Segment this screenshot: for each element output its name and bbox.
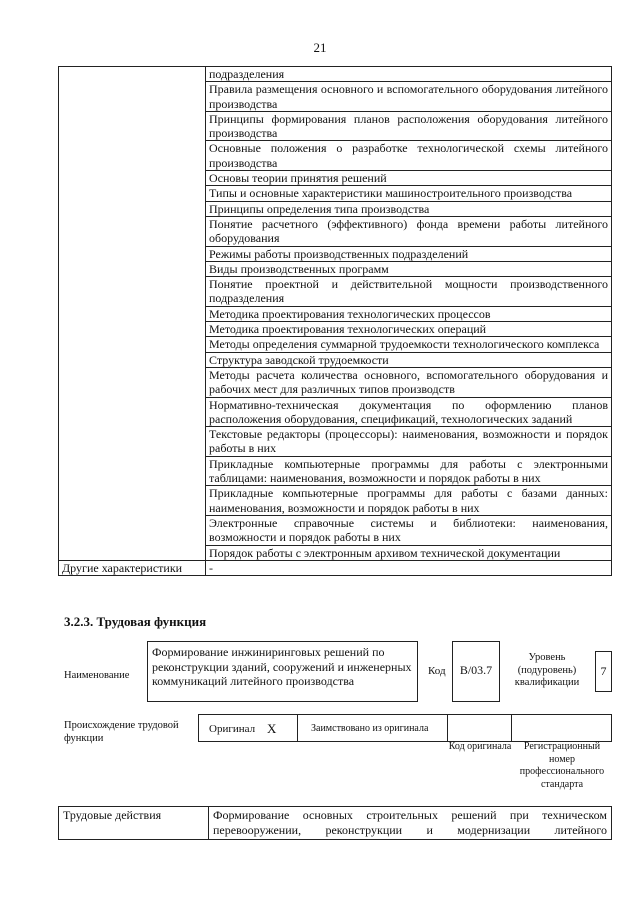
knowledge-item: Принципы определения типа производства [206,201,612,216]
knowledge-item: Нормативно-техническая документация по оформлению планов расположения оборудования, спецификаций, технологических заданий [206,397,612,427]
knowledge-item: Типы и основные характеристики машиностроительного производства [206,186,612,201]
knowledge-item: Прикладные компьютерные программы для работы с базами данных: наименования, возможности и порядок работы в них [206,486,612,516]
actions-table [58,806,612,840]
knowledge-item: Прикладные компьютерные программы для работы с электронными таблицами: наименования, возможности и порядок работы в них [206,456,612,486]
knowledge-item: Правила размещения основного и вспомогательного оборудования литейного производства [206,82,612,112]
origin-divider-1 [297,715,298,741]
actions-label: Трудовые действия [59,807,209,840]
section-title: 3.2.3. Трудовая функция [64,614,207,629]
level-box [595,651,612,692]
knowledge-table-body [59,67,612,576]
knowledge-row [59,67,612,82]
page-number: 21 [313,40,327,55]
knowledge-item: Методика проектирования технологических процессов [206,306,612,321]
knowledge-item: подразделения [206,67,612,82]
function-name-value: Формирование инжиниринговых решений по реконструкции зданий, сооружений и инженерных коммуникаций литейного производства [152,645,412,688]
original-label: Оригинал [209,723,256,735]
level-label: Уровень (подуровень) квалификации [514,652,580,688]
knowledge-item: Порядок работы с электронным архивом технической документации [206,545,612,560]
knowledge-item: Понятие проектной и действительной мощности производственного подразделения [206,277,612,307]
name-label: Наименование [64,670,130,681]
knowledge-left-cell [59,67,206,561]
code-label: Код [428,665,446,677]
knowledge-item: Методы определения суммарной трудоемкости технологического комплекса [206,337,612,352]
knowledge-item: Основы теории принятия решений [206,171,612,186]
knowledge-item: Электронные справочные системы и библиотеки: наименования, возможности и порядок работы в них [206,515,612,545]
knowledge-item: Режимы работы производственных подразделений [206,246,612,261]
origin-divider-2 [447,715,448,741]
code-box [452,641,500,702]
knowledge-table [58,66,612,576]
knowledge-item: Методика проектирования технологических операций [206,322,612,337]
knowledge-item: Виды производственных программ [206,261,612,276]
knowledge-item: Методы расчета количества основного, вспомогательного оборудования и рабочих мест для различных типов производств [206,367,612,397]
knowledge-item: Принципы формирования планов расположения оборудования литейного производства [206,111,612,141]
other-characteristics-row [59,560,612,575]
code-original-label: Код оригинала [448,741,512,752]
knowledge-item: Структура заводской трудоемкости [206,352,612,367]
origin-label: Происхождение трудовой функции [64,720,179,744]
origin-divider-3 [511,715,512,741]
level-value: 7 [600,664,607,678]
knowledge-item: Текстовые редакторы (процессоры): наименования, возможности и порядок работы в них [206,427,612,457]
other-characteristics-label: Другие характеристики [59,560,206,575]
original-mark: X [267,721,277,736]
actions-text: Формирование основных строительных решений при техническом перевооружении, реконструкции и модернизации литейного [209,807,612,840]
borrowed-label: Заимствовано из оригинала [311,723,429,734]
code-value: B/03.7 [459,663,493,677]
actions-row [59,807,612,840]
reg-number-label: Регистрационный номер профессионального стандарта [519,741,605,790]
other-characteristics-value: - [206,560,612,575]
knowledge-item: Понятие расчетного (эффективного) фонда времени работы литейного оборудования [206,216,612,246]
origin-box [198,714,612,742]
function-name-box [147,641,418,702]
knowledge-item: Основные положения о разработке технологической схемы литейного производства [206,141,612,171]
